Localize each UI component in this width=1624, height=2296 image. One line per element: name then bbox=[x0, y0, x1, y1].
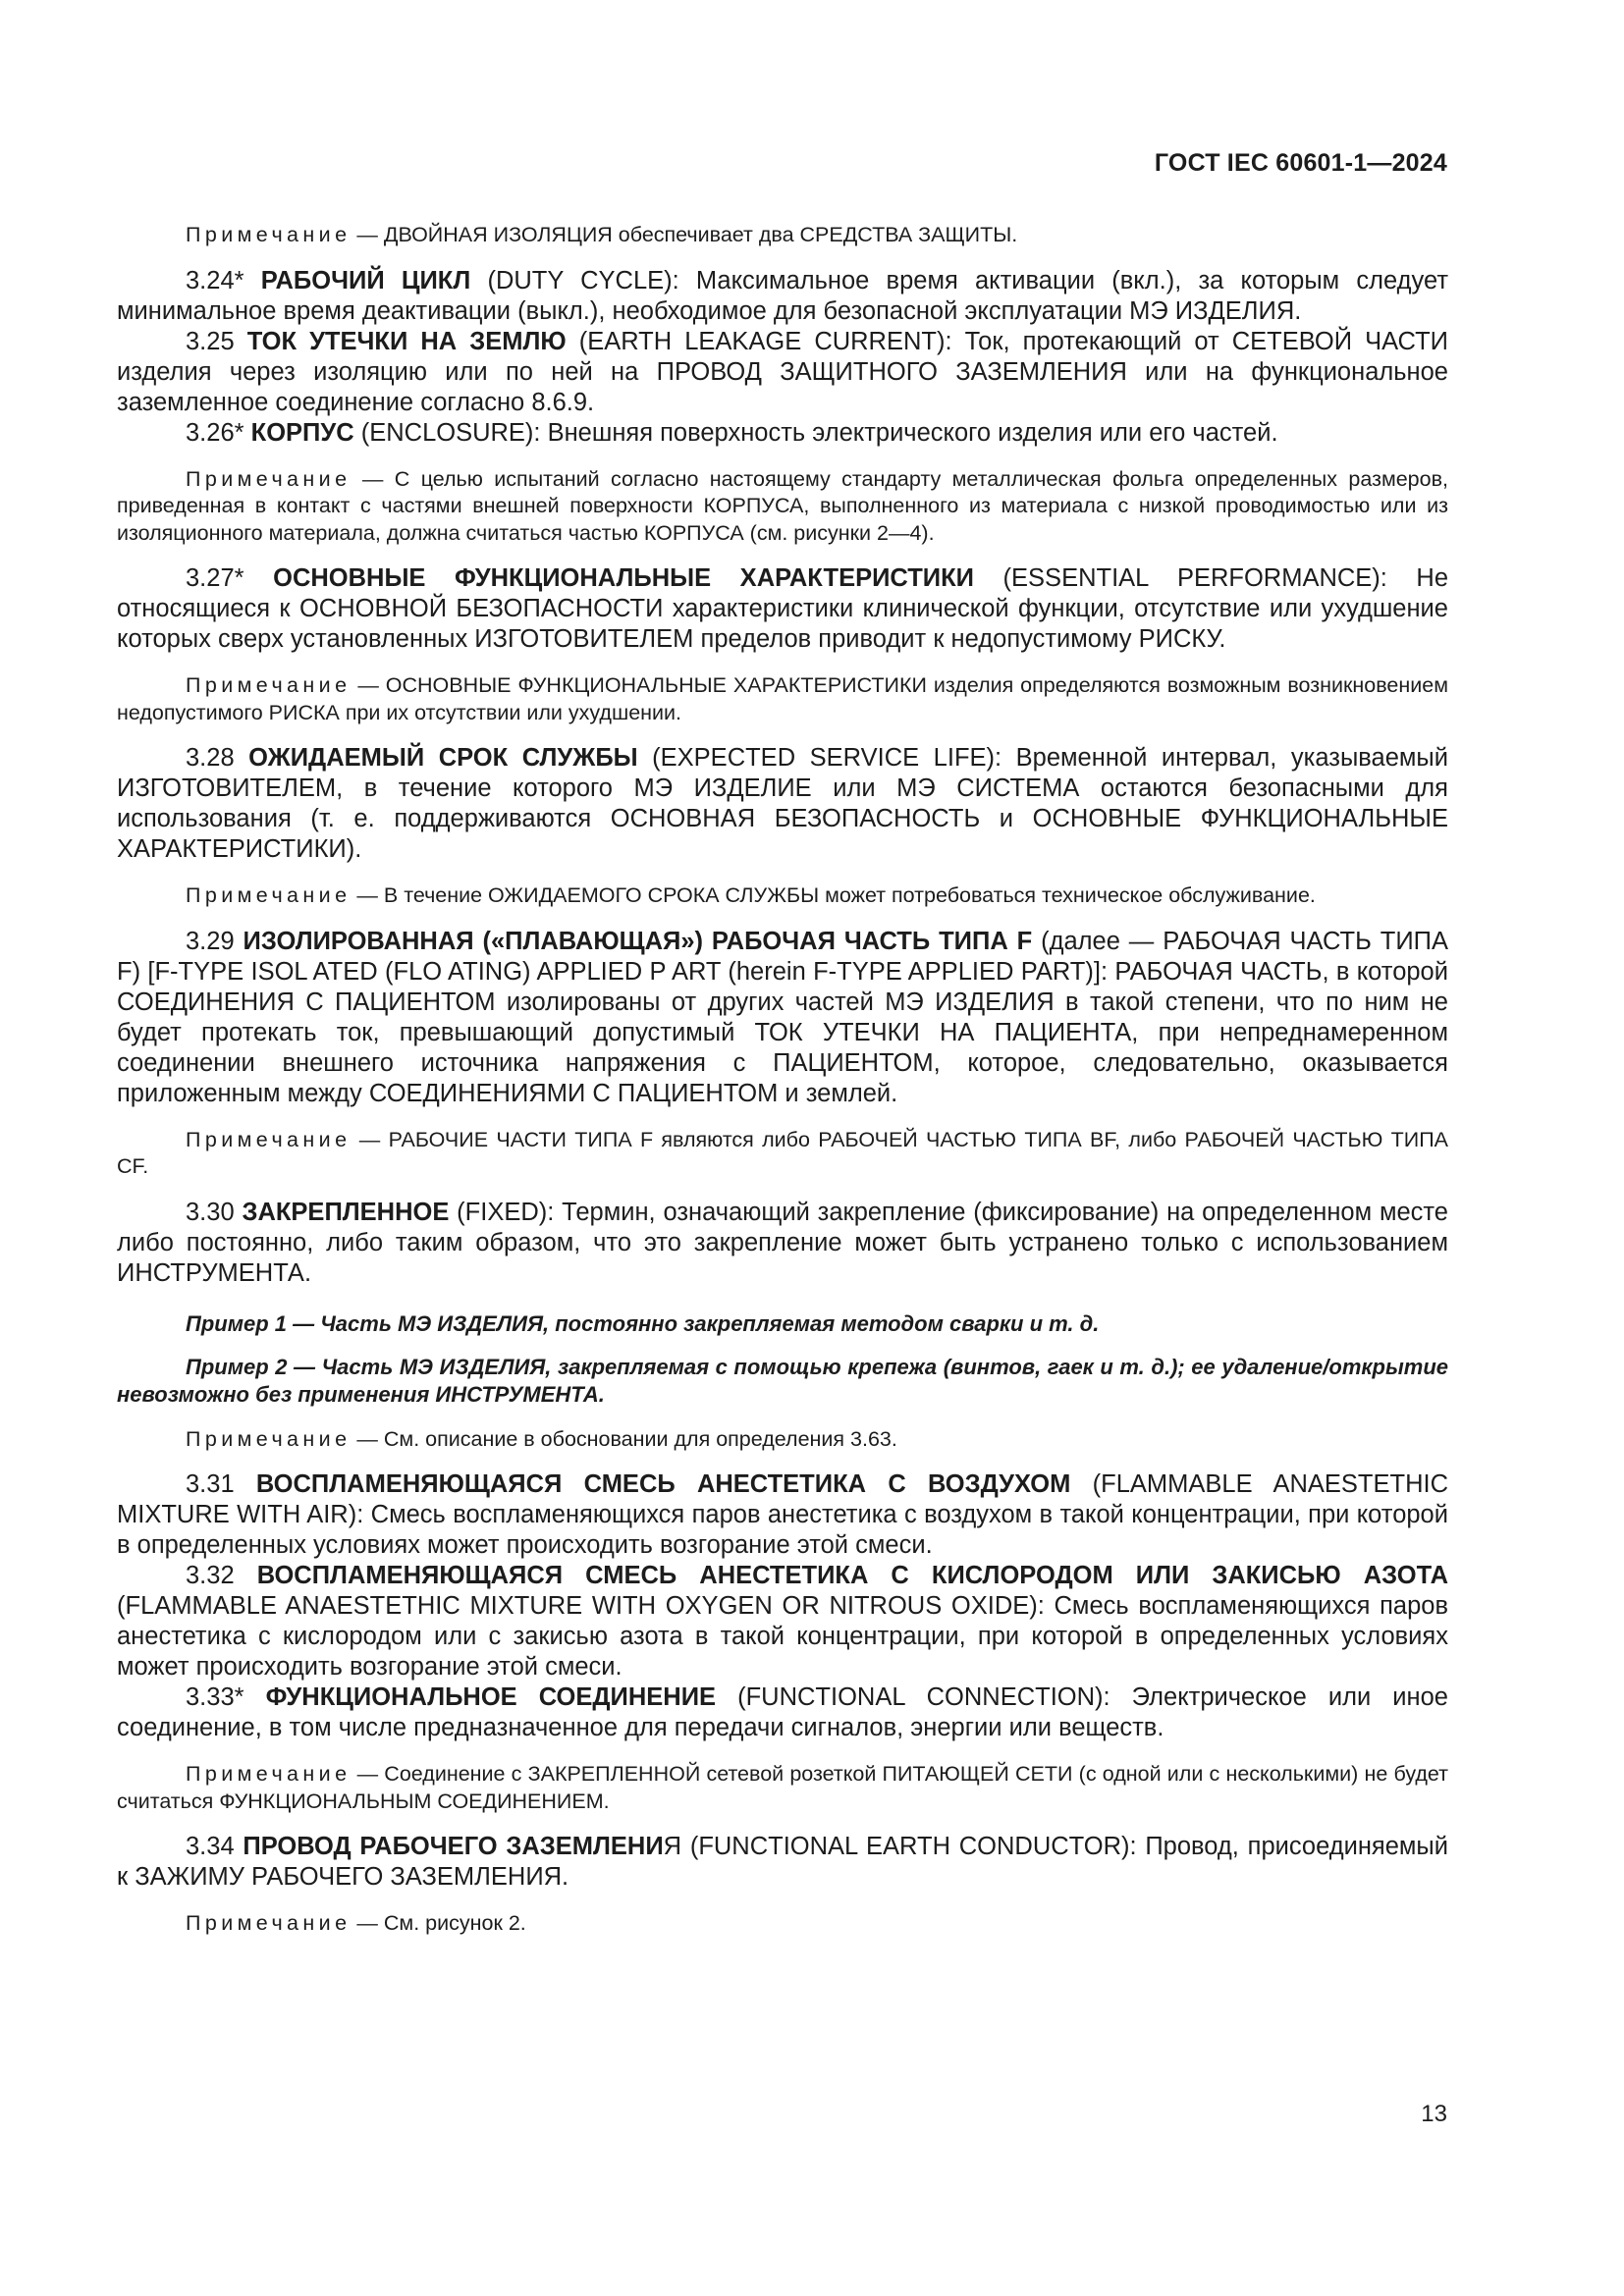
term-3-33 bbox=[117, 1682, 1448, 1743]
term-definition: (FLAMMABLE ANAESTETHIC MIXTURE WITH OXYGEN OR NITROUS OXIDE): Смесь воспламеняющихся паров анестетика с кислородом или с закисью азота в такой концентрации, при которой в определенных условиях может происходить возгорание этой смеси. bbox=[117, 1592, 1448, 1681]
term-definition: (ENCLOSURE): Внешняя поверхность электрического изделия или его частей. bbox=[353, 418, 1278, 447]
term-title: ОСНОВНЫЕ ФУНКЦИОНАЛЬНЫЕ ХАРАКТЕРИСТИКИ bbox=[273, 564, 974, 592]
note-label: Примечание bbox=[186, 673, 352, 697]
term-number: 3.27* bbox=[186, 564, 274, 592]
term-definition: (FUNCTIONAL EARTH CONDUCTOR): Провод, присоединяемый к ЗАЖИМУ РАБОЧЕГО ЗАЗЕМЛЕНИЯ. bbox=[117, 1833, 1449, 1891]
term-title: ВОСПЛАМЕНЯЮЩАЯСЯ СМЕСЬ АНЕСТЕТИКА С ВОЗДУХОМ bbox=[255, 1470, 1071, 1498]
note-text: — Соединение с ЗАКРЕПЛЕННОЙ сетевой розеткой ПИТАЮЩЕЙ СЕТИ (с одной или с несколькими) не будет считаться ФУНКЦИОНАЛЬНЫМ СОЕДИНЕНИЕМ. bbox=[117, 1762, 1448, 1813]
note bbox=[117, 1127, 1448, 1181]
term-definition: (FLAMMABLE ANAESTETHIC MIXTURE WITH AIR): Смесь воспламеняющихся паров анестетика с воздухом в такой концентрации, при которой в определенных условиях может происходить возгорание этой смеси. bbox=[117, 1470, 1448, 1559]
term-title: ЗАКРЕПЛЕННОЕ bbox=[242, 1198, 450, 1226]
example-2: Пример 2 — Часть МЭ ИЗДЕЛИЯ, закрепляемая с помощью крепежа (винтов, гаек и т. д.); ее удаление/открытие невозможно без применения ИНСТРУМЕНТА. bbox=[117, 1354, 1448, 1407]
term-3-30 bbox=[117, 1198, 1448, 1289]
note-label: Примечание bbox=[186, 1426, 352, 1451]
page-number: 13 bbox=[1421, 2101, 1447, 2127]
term-3-25 bbox=[117, 327, 1448, 418]
note bbox=[117, 672, 1448, 726]
term-3-28 bbox=[117, 743, 1448, 865]
note-text: — С целью испытаний согласно настоящему стандарту металлическая фольга определенных размеров, приведенная в контакт с частями внешней поверхности КОРПУСА, выполненного из материала с низкой проводимостью или из изоляционного материала, должна считаться частью КОРПУСА (см. рисунки 2—4). bbox=[117, 466, 1448, 545]
note-label: Примечание bbox=[186, 466, 352, 491]
term-3-32 bbox=[117, 1561, 1448, 1682]
term-number: 3.28 bbox=[186, 744, 249, 772]
term-title: КОРПУС bbox=[250, 418, 354, 447]
term-definition: (EARTH LEAKAGE CURRENT): Ток, протекающий от СЕТЕВОЙ ЧАСТИ изделия через изоляцию или по ней на ПРОВОД ЗАЩИТНОГО ЗАЗЕМЛЕНИЯ или на функциональное заземленное соединение согласно 8.6.9. bbox=[117, 327, 1449, 416]
term-number: 3.34 bbox=[186, 1833, 244, 1860]
term-definition: (ESSENTIAL PERFORMANCE): Не относящиеся к ОСНОВНОЙ БЕЗОПАСНОСТИ характеристики клинической функции, отсутствие или ухудшение которых сверх установленных ИЗГОТОВИТЕЛЕМ пределов приводит к недопустимому РИСКУ. bbox=[117, 564, 1449, 653]
term-3-24 bbox=[117, 266, 1448, 327]
term-number: 3.33* bbox=[186, 1683, 266, 1711]
example-1: Пример 1 — Часть МЭ ИЗДЕЛИЯ, постоянно закрепляемая методом сварки и т. д. bbox=[186, 1310, 1100, 1336]
term-title: ПРОВОД РАБОЧЕГО ЗАЗЕМЛЕНИ bbox=[243, 1833, 664, 1860]
note-label: Примечание bbox=[186, 1911, 352, 1935]
term-definition: (FUNCTIONAL CONNECTION): Электрическое или иное соединение, в том числе предназначенное для передачи сигналов, энергии или веществ. bbox=[117, 1683, 1448, 1741]
note bbox=[117, 1761, 1448, 1815]
note bbox=[117, 1910, 1448, 1938]
term-number: 3.26* bbox=[186, 418, 251, 447]
term-definition: (далее — РАБОЧАЯ ЧАСТЬ ТИПА F) [F-TYPE ISOL ATED (FLO ATING) APPLIED P ART (herein F-TYPE APPLIED PART)]: РАБОЧАЯ ЧАСТЬ, в которой СОЕДИНЕНИЯ С ПАЦИЕНТОМ изолированы от других частей МЭ ИЗДЕЛИЯ в такой степени, что по ним не будет протекать ток, превышающий допустимый ТОК УТЕЧКИ НА ПАЦИЕНТА, при непреднамеренном соединении внешнего источника напряжения с ПАЦИЕНТОМ, которое, следовательно, оказывается приложенным между СОЕДИНЕНИЯМИ С ПАЦИЕНТОМ и землей. bbox=[117, 927, 1448, 1107]
note-text: — В течение ОЖИДАЕМОГО СРОКА СЛУЖБЫ может потребоваться техническое обслуживание. bbox=[351, 883, 1316, 907]
note-text: — ОСНОВНЫЕ ФУНКЦИОНАЛЬНЫЕ ХАРАКТЕРИСТИКИ изделия определяются возможным возникновением недопустимого РИСКА при их отсутствии или ухудшении. bbox=[117, 673, 1448, 724]
term-3-29 bbox=[117, 927, 1448, 1109]
note bbox=[117, 466, 1448, 548]
note bbox=[117, 1426, 1448, 1454]
note-text: — РАБОЧИЕ ЧАСТИ ТИПА F являются либо РАБОЧЕЙ ЧАСТЬЮ ТИПА BF, либо РАБОЧЕЙ ЧАСТЬЮ ТИПА CF. bbox=[117, 1127, 1448, 1178]
note bbox=[117, 222, 1448, 249]
note-label: Примечание bbox=[186, 1762, 352, 1786]
term-3-31 bbox=[117, 1469, 1448, 1561]
note-text: — См. рисунок 2. bbox=[351, 1911, 526, 1935]
term-number: 3.24* bbox=[186, 266, 261, 294]
term-number: 3.25 bbox=[186, 327, 247, 355]
term-number: 3.32 bbox=[186, 1562, 257, 1589]
note-text: — ДВОЙНАЯ ИЗОЛЯЦИЯ обеспечивает два СРЕДСТВА ЗАЩИТЫ. bbox=[351, 223, 1018, 246]
note bbox=[117, 882, 1448, 910]
term-number: 3.30 bbox=[186, 1198, 243, 1226]
term-title: ФУНКЦИОНАЛЬНОЕ СОЕДИНЕНИЕ bbox=[265, 1683, 717, 1711]
term-3-34 bbox=[117, 1832, 1448, 1893]
note-label: Примечание bbox=[186, 883, 352, 907]
term-title: ОЖИДАЕМЫЙ СРОК СЛУЖБЫ bbox=[248, 744, 638, 772]
term-title-tail: Я bbox=[663, 1833, 682, 1860]
term-definition: (DUTY CYCLE): Максимальное время активации (вкл.), за которым следует минимальное время деактивации (выкл.), необходимое для безопасной эксплуатации МЭ ИЗДЕЛИЯ. bbox=[117, 266, 1449, 325]
note-label: Примечание bbox=[186, 1127, 352, 1151]
standard-header: ГОСТ IEC 60601-1—2024 bbox=[1154, 149, 1447, 177]
note-text: — См. описание в обосновании для определения 3.63. bbox=[351, 1426, 897, 1451]
term-3-27 bbox=[117, 563, 1448, 655]
note-label: Примечание bbox=[186, 223, 352, 246]
term-definition: (EXPECTED SERVICE LIFE): Временной интервал, указываемый ИЗГОТОВИТЕЛЕМ, в течение которого МЭ ИЗДЕЛИЕ или МЭ СИСТЕМА остаются безопасными для использования (т. е. поддерживаются ОСНОВНАЯ БЕЗОПАСНОСТЬ и ОСНОВНЫЕ ФУНКЦИОНАЛЬНЫЕ ХАРАКТЕРИСТИКИ). bbox=[117, 744, 1449, 863]
term-title: ИЗОЛИРОВАННАЯ («ПЛАВАЮЩАЯ») РАБОЧАЯ ЧАСТЬ ТИПА F bbox=[243, 927, 1033, 955]
term-title: ТОК УТЕЧКИ НА ЗЕМЛЮ bbox=[246, 327, 567, 355]
term-title: ВОСПЛАМЕНЯЮЩАЯСЯ СМЕСЬ АНЕСТЕТИКА С КИСЛОРОДОМ ИЛИ ЗАКИСЬЮ АЗОТА bbox=[256, 1562, 1448, 1589]
term-3-26 bbox=[117, 418, 1448, 449]
term-definition: (FIXED): Термин, означающий закрепление (фиксирование) на определенном месте либо постоянно, либо таким образом, что это закрепление может быть устранено только с использованием ИНСТРУМЕНТА. bbox=[117, 1198, 1448, 1287]
document-body bbox=[117, 222, 1448, 1938]
term-title: РАБОЧИЙ ЦИКЛ bbox=[260, 266, 471, 294]
term-number: 3.31 bbox=[186, 1470, 256, 1498]
term-number: 3.29 bbox=[186, 927, 244, 955]
